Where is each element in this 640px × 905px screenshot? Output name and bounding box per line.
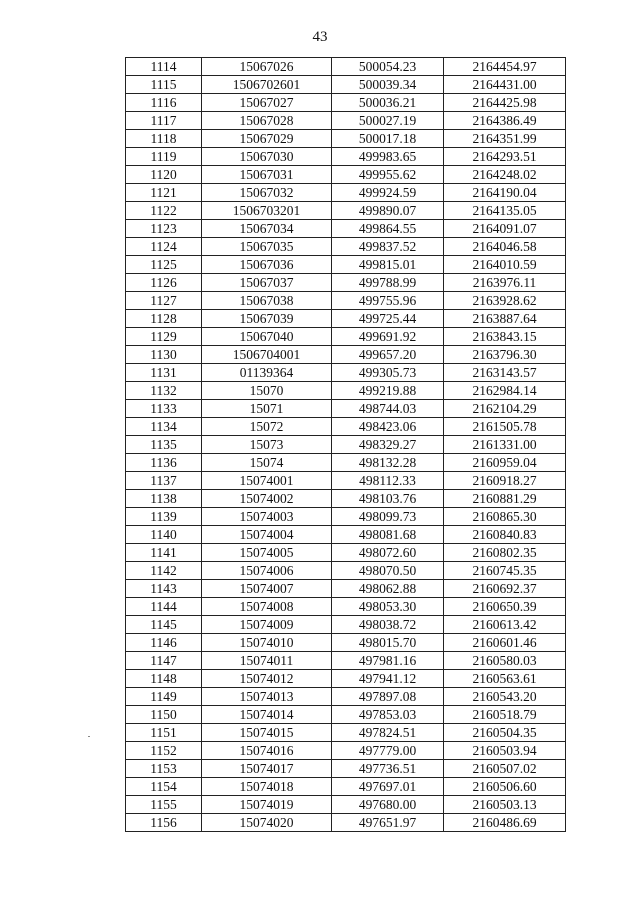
point-id-cell: 15067039 xyxy=(202,310,332,328)
y-coordinate-cell: 2163976.11 xyxy=(444,274,566,292)
table-row xyxy=(126,202,566,220)
row-number-cell: 1116 xyxy=(126,94,202,112)
x-coordinate-cell: 499691.92 xyxy=(332,328,444,346)
point-id-cell: 15067037 xyxy=(202,274,332,292)
y-coordinate-cell: 2160745.35 xyxy=(444,562,566,580)
table-row xyxy=(126,508,566,526)
y-coordinate-cell: 2160506.60 xyxy=(444,778,566,796)
row-number-cell: 1118 xyxy=(126,130,202,148)
point-id-cell: 15070 xyxy=(202,382,332,400)
table-row xyxy=(126,256,566,274)
y-coordinate-cell: 2160881.29 xyxy=(444,490,566,508)
x-coordinate-cell: 499864.55 xyxy=(332,220,444,238)
point-id-cell: 15074012 xyxy=(202,670,332,688)
x-coordinate-cell: 499924.59 xyxy=(332,184,444,202)
x-coordinate-cell: 498038.72 xyxy=(332,616,444,634)
row-number-cell: 1120 xyxy=(126,166,202,184)
table-row xyxy=(126,544,566,562)
y-coordinate-cell: 2160840.83 xyxy=(444,526,566,544)
row-number-cell: 1141 xyxy=(126,544,202,562)
table-row xyxy=(126,652,566,670)
table-row xyxy=(126,688,566,706)
x-coordinate-cell: 499955.62 xyxy=(332,166,444,184)
table-row xyxy=(126,490,566,508)
y-coordinate-cell: 2161331.00 xyxy=(444,436,566,454)
y-coordinate-cell: 2160518.79 xyxy=(444,706,566,724)
point-id-cell: 1506704001 xyxy=(202,346,332,364)
row-number-cell: 1144 xyxy=(126,598,202,616)
point-id-cell: 15067040 xyxy=(202,328,332,346)
point-id-cell: 1506703201 xyxy=(202,202,332,220)
y-coordinate-cell: 2164248.02 xyxy=(444,166,566,184)
y-coordinate-cell: 2160543.20 xyxy=(444,688,566,706)
table-row xyxy=(126,634,566,652)
point-id-cell: 15074002 xyxy=(202,490,332,508)
table-row xyxy=(126,130,566,148)
point-id-cell: 15074007 xyxy=(202,580,332,598)
table-row xyxy=(126,814,566,832)
y-coordinate-cell: 2164190.04 xyxy=(444,184,566,202)
row-number-cell: 1115 xyxy=(126,76,202,94)
table-row xyxy=(126,742,566,760)
y-coordinate-cell: 2162104.29 xyxy=(444,400,566,418)
x-coordinate-cell: 498053.30 xyxy=(332,598,444,616)
row-number-cell: 1123 xyxy=(126,220,202,238)
table-row xyxy=(126,112,566,130)
table-row xyxy=(126,94,566,112)
table-row xyxy=(126,58,566,76)
x-coordinate-cell: 499788.99 xyxy=(332,274,444,292)
row-number-cell: 1133 xyxy=(126,400,202,418)
table-row xyxy=(126,562,566,580)
point-id-cell: 15074005 xyxy=(202,544,332,562)
x-coordinate-cell: 498112.33 xyxy=(332,472,444,490)
row-number-cell: 1138 xyxy=(126,490,202,508)
point-id-cell: 15074010 xyxy=(202,634,332,652)
y-coordinate-cell: 2160580.03 xyxy=(444,652,566,670)
row-number-cell: 1156 xyxy=(126,814,202,832)
x-coordinate-cell: 499837.52 xyxy=(332,238,444,256)
x-coordinate-cell: 500027.19 xyxy=(332,112,444,130)
row-number-cell: 1153 xyxy=(126,760,202,778)
x-coordinate-cell: 500039.34 xyxy=(332,76,444,94)
point-id-cell: 15074008 xyxy=(202,598,332,616)
row-number-cell: 1117 xyxy=(126,112,202,130)
table-row xyxy=(126,670,566,688)
point-id-cell: 15074006 xyxy=(202,562,332,580)
x-coordinate-cell: 497897.08 xyxy=(332,688,444,706)
row-number-cell: 1130 xyxy=(126,346,202,364)
point-id-cell: 15074003 xyxy=(202,508,332,526)
x-coordinate-cell: 498103.76 xyxy=(332,490,444,508)
row-number-cell: 1139 xyxy=(126,508,202,526)
point-id-cell: 15074013 xyxy=(202,688,332,706)
row-number-cell: 1146 xyxy=(126,634,202,652)
x-coordinate-cell: 497941.12 xyxy=(332,670,444,688)
row-number-cell: 1119 xyxy=(126,148,202,166)
table-row xyxy=(126,346,566,364)
table-row xyxy=(126,220,566,238)
table-row xyxy=(126,472,566,490)
table-row xyxy=(126,796,566,814)
y-coordinate-cell: 2164425.98 xyxy=(444,94,566,112)
y-coordinate-cell: 2161505.78 xyxy=(444,418,566,436)
y-coordinate-cell: 2163843.15 xyxy=(444,328,566,346)
y-coordinate-cell: 2160650.39 xyxy=(444,598,566,616)
table-row xyxy=(126,778,566,796)
point-id-cell: 15074020 xyxy=(202,814,332,832)
point-id-cell: 15074011 xyxy=(202,652,332,670)
y-coordinate-cell: 2163887.64 xyxy=(444,310,566,328)
point-id-cell: 15067032 xyxy=(202,184,332,202)
table-row xyxy=(126,382,566,400)
row-number-cell: 1145 xyxy=(126,616,202,634)
table-row xyxy=(126,76,566,94)
point-id-cell: 15067036 xyxy=(202,256,332,274)
x-coordinate-cell: 499657.20 xyxy=(332,346,444,364)
point-id-cell: 1506702601 xyxy=(202,76,332,94)
row-number-cell: 1135 xyxy=(126,436,202,454)
y-coordinate-cell: 2160613.42 xyxy=(444,616,566,634)
row-number-cell: 1132 xyxy=(126,382,202,400)
x-coordinate-cell: 499815.01 xyxy=(332,256,444,274)
y-coordinate-cell: 2160503.94 xyxy=(444,742,566,760)
point-id-cell: 15073 xyxy=(202,436,332,454)
point-id-cell: 15067034 xyxy=(202,220,332,238)
x-coordinate-cell: 497651.97 xyxy=(332,814,444,832)
x-coordinate-cell: 498744.03 xyxy=(332,400,444,418)
table-row xyxy=(126,274,566,292)
y-coordinate-cell: 2162984.14 xyxy=(444,382,566,400)
point-id-cell: 15074009 xyxy=(202,616,332,634)
point-id-cell: 15067031 xyxy=(202,166,332,184)
x-coordinate-cell: 497824.51 xyxy=(332,724,444,742)
y-coordinate-cell: 2160486.69 xyxy=(444,814,566,832)
y-coordinate-cell: 2164293.51 xyxy=(444,148,566,166)
row-number-cell: 1151 xyxy=(126,724,202,742)
row-number-cell: 1126 xyxy=(126,274,202,292)
y-coordinate-cell: 2160959.04 xyxy=(444,454,566,472)
table-row xyxy=(126,364,566,382)
x-coordinate-cell: 497981.16 xyxy=(332,652,444,670)
x-coordinate-cell: 497697.01 xyxy=(332,778,444,796)
row-number-cell: 1150 xyxy=(126,706,202,724)
x-coordinate-cell: 498081.68 xyxy=(332,526,444,544)
row-number-cell: 1114 xyxy=(126,58,202,76)
point-id-cell: 15067035 xyxy=(202,238,332,256)
row-number-cell: 1154 xyxy=(126,778,202,796)
x-coordinate-cell: 498329.27 xyxy=(332,436,444,454)
row-number-cell: 1129 xyxy=(126,328,202,346)
y-coordinate-cell: 2164386.49 xyxy=(444,112,566,130)
point-id-cell: 01139364 xyxy=(202,364,332,382)
x-coordinate-cell: 497680.00 xyxy=(332,796,444,814)
row-number-cell: 1143 xyxy=(126,580,202,598)
row-number-cell: 1137 xyxy=(126,472,202,490)
y-coordinate-cell: 2164454.97 xyxy=(444,58,566,76)
x-coordinate-cell: 499890.07 xyxy=(332,202,444,220)
table-row xyxy=(126,616,566,634)
x-coordinate-cell: 499983.65 xyxy=(332,148,444,166)
x-coordinate-cell: 498132.28 xyxy=(332,454,444,472)
point-id-cell: 15071 xyxy=(202,400,332,418)
table-row xyxy=(126,454,566,472)
point-id-cell: 15074004 xyxy=(202,526,332,544)
x-coordinate-cell: 499305.73 xyxy=(332,364,444,382)
table-body xyxy=(126,58,566,832)
x-coordinate-cell: 498015.70 xyxy=(332,634,444,652)
y-coordinate-cell: 2164091.07 xyxy=(444,220,566,238)
point-id-cell: 15067026 xyxy=(202,58,332,76)
row-number-cell: 1147 xyxy=(126,652,202,670)
row-number-cell: 1128 xyxy=(126,310,202,328)
table-row xyxy=(126,526,566,544)
point-id-cell: 15067030 xyxy=(202,148,332,166)
y-coordinate-cell: 2160563.61 xyxy=(444,670,566,688)
coordinates-table xyxy=(125,57,566,832)
row-number-cell: 1155 xyxy=(126,796,202,814)
table-row xyxy=(126,706,566,724)
row-number-cell: 1122 xyxy=(126,202,202,220)
x-coordinate-cell: 499219.88 xyxy=(332,382,444,400)
y-coordinate-cell: 2160504.35 xyxy=(444,724,566,742)
x-coordinate-cell: 497853.03 xyxy=(332,706,444,724)
point-id-cell: 15074018 xyxy=(202,778,332,796)
x-coordinate-cell: 498099.73 xyxy=(332,508,444,526)
y-coordinate-cell: 2164351.99 xyxy=(444,130,566,148)
table-row xyxy=(126,166,566,184)
point-id-cell: 15074014 xyxy=(202,706,332,724)
table-row xyxy=(126,418,566,436)
x-coordinate-cell: 499755.96 xyxy=(332,292,444,310)
point-id-cell: 15074 xyxy=(202,454,332,472)
point-id-cell: 15067029 xyxy=(202,130,332,148)
x-coordinate-cell: 498072.60 xyxy=(332,544,444,562)
table-row xyxy=(126,580,566,598)
row-number-cell: 1121 xyxy=(126,184,202,202)
table-row xyxy=(126,184,566,202)
x-coordinate-cell: 500036.21 xyxy=(332,94,444,112)
point-id-cell: 15067027 xyxy=(202,94,332,112)
point-id-cell: 15072 xyxy=(202,418,332,436)
row-number-cell: 1125 xyxy=(126,256,202,274)
row-number-cell: 1134 xyxy=(126,418,202,436)
table-row xyxy=(126,760,566,778)
point-id-cell: 15074001 xyxy=(202,472,332,490)
x-coordinate-cell: 500017.18 xyxy=(332,130,444,148)
point-id-cell: 15074019 xyxy=(202,796,332,814)
y-coordinate-cell: 2160507.02 xyxy=(444,760,566,778)
page-number: 43 xyxy=(312,29,328,45)
row-number-cell: 1140 xyxy=(126,526,202,544)
x-coordinate-cell: 497779.00 xyxy=(332,742,444,760)
x-coordinate-cell: 498423.06 xyxy=(332,418,444,436)
row-number-cell: 1127 xyxy=(126,292,202,310)
table-row xyxy=(126,292,566,310)
row-number-cell: 1149 xyxy=(126,688,202,706)
row-number-cell: 1131 xyxy=(126,364,202,382)
table-row xyxy=(126,238,566,256)
y-coordinate-cell: 2160865.30 xyxy=(444,508,566,526)
y-coordinate-cell: 2164046.58 xyxy=(444,238,566,256)
table-row xyxy=(126,148,566,166)
table-row xyxy=(126,598,566,616)
x-coordinate-cell: 499725.44 xyxy=(332,310,444,328)
y-coordinate-cell: 2160503.13 xyxy=(444,796,566,814)
table-row xyxy=(126,310,566,328)
point-id-cell: 15074015 xyxy=(202,724,332,742)
point-id-cell: 15067028 xyxy=(202,112,332,130)
row-number-cell: 1124 xyxy=(126,238,202,256)
y-coordinate-cell: 2160802.35 xyxy=(444,544,566,562)
y-coordinate-cell: 2160692.37 xyxy=(444,580,566,598)
y-coordinate-cell: 2160601.46 xyxy=(444,634,566,652)
y-coordinate-cell: 2164135.05 xyxy=(444,202,566,220)
point-id-cell: 15074016 xyxy=(202,742,332,760)
point-id-cell: 15067038 xyxy=(202,292,332,310)
x-coordinate-cell: 498070.50 xyxy=(332,562,444,580)
y-coordinate-cell: 2163796.30 xyxy=(444,346,566,364)
y-coordinate-cell: 2160918.27 xyxy=(444,472,566,490)
point-id-cell: 15074017 xyxy=(202,760,332,778)
table-row xyxy=(126,436,566,454)
y-coordinate-cell: 2163928.62 xyxy=(444,292,566,310)
row-number-cell: 1136 xyxy=(126,454,202,472)
table-row xyxy=(126,724,566,742)
row-number-cell: 1142 xyxy=(126,562,202,580)
x-coordinate-cell: 497736.51 xyxy=(332,760,444,778)
x-coordinate-cell: 498062.88 xyxy=(332,580,444,598)
table-row xyxy=(126,400,566,418)
row-number-cell: 1152 xyxy=(126,742,202,760)
table-row xyxy=(126,328,566,346)
y-coordinate-cell: 2164010.59 xyxy=(444,256,566,274)
y-coordinate-cell: 2163143.57 xyxy=(444,364,566,382)
row-number-cell: 1148 xyxy=(126,670,202,688)
margin-mark xyxy=(88,736,90,737)
x-coordinate-cell: 500054.23 xyxy=(332,58,444,76)
y-coordinate-cell: 2164431.00 xyxy=(444,76,566,94)
